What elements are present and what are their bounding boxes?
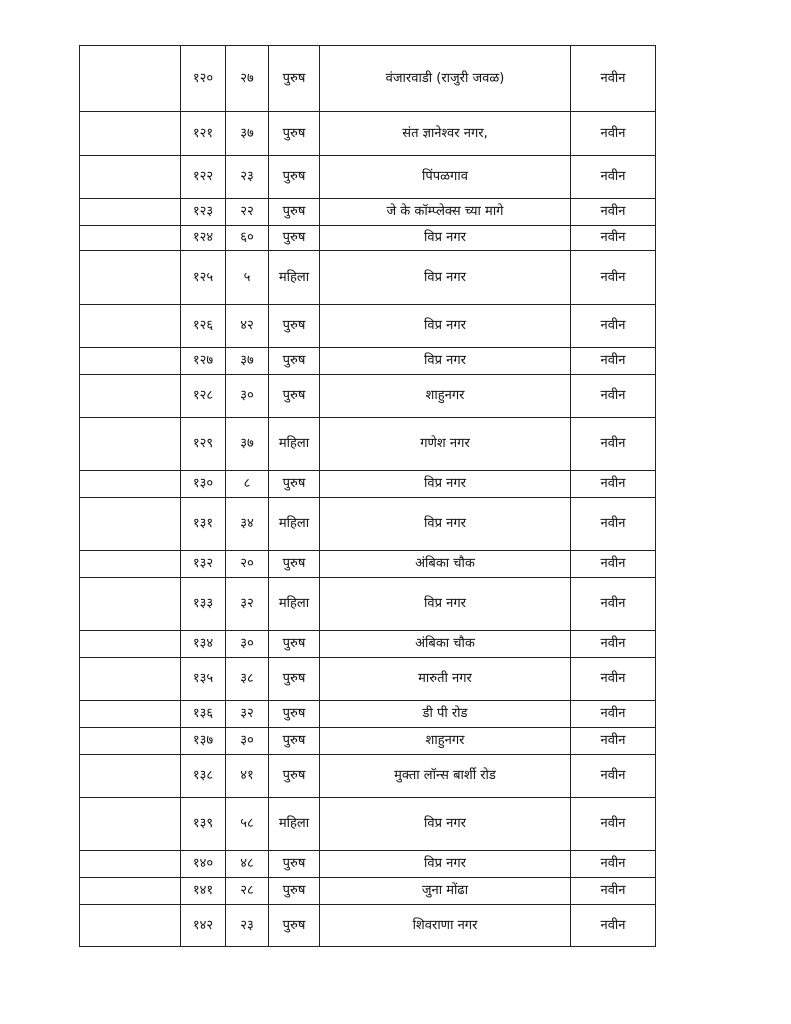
gender-cell: पुरुष: [269, 631, 320, 658]
status-cell: नवीन: [571, 878, 656, 905]
status-cell: नवीन: [571, 798, 656, 851]
age-cell: ३०: [226, 375, 269, 418]
serial-number-cell: १४१: [181, 878, 226, 905]
blank-cell: [80, 156, 181, 199]
status-cell: नवीन: [571, 578, 656, 631]
age-cell: ३४: [226, 498, 269, 551]
age-cell: ३०: [226, 728, 269, 755]
gender-cell: पुरुष: [269, 375, 320, 418]
address-cell: मुक्ता लॉन्स बार्शी रोड: [320, 755, 571, 798]
serial-number-cell: १४२: [181, 905, 226, 947]
serial-number-cell: १२२: [181, 156, 226, 199]
status-cell: नवीन: [571, 905, 656, 947]
address-cell: जे के कॉम्प्लेक्स च्या मागे: [320, 199, 571, 226]
age-cell: ३७: [226, 418, 269, 471]
gender-cell: पुरुष: [269, 728, 320, 755]
serial-number-cell: १३३: [181, 578, 226, 631]
table-row: [80, 878, 656, 905]
gender-cell: महिला: [269, 498, 320, 551]
blank-cell: [80, 348, 181, 375]
serial-number-cell: १२३: [181, 199, 226, 226]
serial-number-cell: १३७: [181, 728, 226, 755]
status-cell: नवीन: [571, 755, 656, 798]
status-cell: नवीन: [571, 418, 656, 471]
age-cell: ८: [226, 471, 269, 498]
gender-cell: महिला: [269, 798, 320, 851]
address-cell: डी पी रोड: [320, 701, 571, 728]
serial-number-cell: १३०: [181, 471, 226, 498]
gender-cell: पुरुष: [269, 701, 320, 728]
age-cell: ५८: [226, 798, 269, 851]
status-cell: नवीन: [571, 728, 656, 755]
blank-cell: [80, 798, 181, 851]
gender-cell: पुरुष: [269, 658, 320, 701]
blank-cell: [80, 251, 181, 305]
blank-cell: [80, 578, 181, 631]
age-cell: ४२: [226, 305, 269, 348]
address-cell: गणेश नगर: [320, 418, 571, 471]
status-cell: नवीन: [571, 551, 656, 578]
address-cell: शाहुनगर: [320, 728, 571, 755]
address-cell: जुना मोंढा: [320, 878, 571, 905]
gender-cell: पुरुष: [269, 348, 320, 375]
table-row: [80, 226, 656, 251]
blank-cell: [80, 728, 181, 755]
status-cell: नवीन: [571, 226, 656, 251]
table-row: [80, 46, 656, 112]
blank-cell: [80, 46, 181, 112]
blank-cell: [80, 471, 181, 498]
serial-number-cell: १३१: [181, 498, 226, 551]
age-cell: २७: [226, 46, 269, 112]
age-cell: २३: [226, 905, 269, 947]
serial-number-cell: १२७: [181, 348, 226, 375]
blank-cell: [80, 418, 181, 471]
status-cell: नवीन: [571, 112, 656, 156]
serial-number-cell: १२०: [181, 46, 226, 112]
age-cell: ६०: [226, 226, 269, 251]
address-cell: विप्र नगर: [320, 226, 571, 251]
age-cell: ३०: [226, 631, 269, 658]
blank-cell: [80, 375, 181, 418]
address-cell: वंजारवाडी (राजुरी जवळ): [320, 46, 571, 112]
status-cell: नवीन: [571, 46, 656, 112]
table-row: [80, 578, 656, 631]
gender-cell: पुरुष: [269, 46, 320, 112]
serial-number-cell: १२१: [181, 112, 226, 156]
table-row: [80, 728, 656, 755]
status-cell: नवीन: [571, 305, 656, 348]
blank-cell: [80, 199, 181, 226]
gender-cell: पुरुष: [269, 226, 320, 251]
address-cell: अंबिका चौक: [320, 551, 571, 578]
address-cell: विप्र नगर: [320, 305, 571, 348]
serial-number-cell: १३५: [181, 658, 226, 701]
age-cell: ३७: [226, 112, 269, 156]
address-cell: विप्र नगर: [320, 798, 571, 851]
gender-cell: पुरुष: [269, 878, 320, 905]
age-cell: ३८: [226, 658, 269, 701]
table-row: [80, 551, 656, 578]
blank-cell: [80, 701, 181, 728]
serial-number-cell: १३६: [181, 701, 226, 728]
address-cell: पिंपळगाव: [320, 156, 571, 199]
blank-cell: [80, 905, 181, 947]
gender-cell: पुरुष: [269, 112, 320, 156]
gender-cell: पुरुष: [269, 551, 320, 578]
table-row: [80, 905, 656, 947]
address-cell: विप्र नगर: [320, 348, 571, 375]
gender-cell: महिला: [269, 418, 320, 471]
status-cell: नवीन: [571, 851, 656, 878]
age-cell: २०: [226, 551, 269, 578]
serial-number-cell: १२६: [181, 305, 226, 348]
table-row: [80, 375, 656, 418]
table-row: [80, 851, 656, 878]
address-cell: विप्र नगर: [320, 251, 571, 305]
table-row: [80, 305, 656, 348]
table-row: [80, 755, 656, 798]
age-cell: ४१: [226, 755, 269, 798]
table-row: [80, 348, 656, 375]
table-row: [80, 631, 656, 658]
serial-number-cell: १४०: [181, 851, 226, 878]
serial-number-cell: १३९: [181, 798, 226, 851]
serial-number-cell: १३४: [181, 631, 226, 658]
gender-cell: पुरुष: [269, 305, 320, 348]
table-row: [80, 701, 656, 728]
age-cell: ५: [226, 251, 269, 305]
blank-cell: [80, 878, 181, 905]
records-table-body: [80, 46, 656, 947]
address-cell: विप्र नगर: [320, 578, 571, 631]
serial-number-cell: १३२: [181, 551, 226, 578]
table-row: [80, 498, 656, 551]
table-row: [80, 798, 656, 851]
table-row: [80, 156, 656, 199]
serial-number-cell: १३८: [181, 755, 226, 798]
gender-cell: पुरुष: [269, 905, 320, 947]
records-table: [79, 45, 656, 947]
status-cell: नवीन: [571, 471, 656, 498]
age-cell: २८: [226, 878, 269, 905]
status-cell: नवीन: [571, 498, 656, 551]
serial-number-cell: १२८: [181, 375, 226, 418]
serial-number-cell: १२९: [181, 418, 226, 471]
age-cell: ३२: [226, 578, 269, 631]
gender-cell: पुरुष: [269, 156, 320, 199]
blank-cell: [80, 851, 181, 878]
table-row: [80, 199, 656, 226]
address-cell: अंबिका चौक: [320, 631, 571, 658]
serial-number-cell: १२५: [181, 251, 226, 305]
table-row: [80, 658, 656, 701]
age-cell: २३: [226, 156, 269, 199]
age-cell: ३२: [226, 701, 269, 728]
status-cell: नवीन: [571, 658, 656, 701]
blank-cell: [80, 112, 181, 156]
status-cell: नवीन: [571, 375, 656, 418]
gender-cell: महिला: [269, 578, 320, 631]
address-cell: संत ज्ञानेश्वर नगर,: [320, 112, 571, 156]
table-row: [80, 471, 656, 498]
status-cell: नवीन: [571, 156, 656, 199]
gender-cell: महिला: [269, 251, 320, 305]
status-cell: नवीन: [571, 631, 656, 658]
blank-cell: [80, 658, 181, 701]
status-cell: नवीन: [571, 348, 656, 375]
address-cell: मारुती नगर: [320, 658, 571, 701]
address-cell: शिवराणा नगर: [320, 905, 571, 947]
gender-cell: पुरुष: [269, 755, 320, 798]
address-cell: शाहुनगर: [320, 375, 571, 418]
age-cell: ४८: [226, 851, 269, 878]
gender-cell: पुरुष: [269, 851, 320, 878]
blank-cell: [80, 755, 181, 798]
table-row: [80, 112, 656, 156]
gender-cell: पुरुष: [269, 471, 320, 498]
table-row: [80, 251, 656, 305]
blank-cell: [80, 226, 181, 251]
blank-cell: [80, 498, 181, 551]
blank-cell: [80, 305, 181, 348]
serial-number-cell: १२४: [181, 226, 226, 251]
table-row: [80, 418, 656, 471]
status-cell: नवीन: [571, 701, 656, 728]
address-cell: विप्र नगर: [320, 851, 571, 878]
blank-cell: [80, 631, 181, 658]
address-cell: विप्र नगर: [320, 471, 571, 498]
gender-cell: पुरुष: [269, 199, 320, 226]
blank-cell: [80, 551, 181, 578]
status-cell: नवीन: [571, 199, 656, 226]
age-cell: २२: [226, 199, 269, 226]
status-cell: नवीन: [571, 251, 656, 305]
address-cell: विप्र नगर: [320, 498, 571, 551]
age-cell: ३७: [226, 348, 269, 375]
